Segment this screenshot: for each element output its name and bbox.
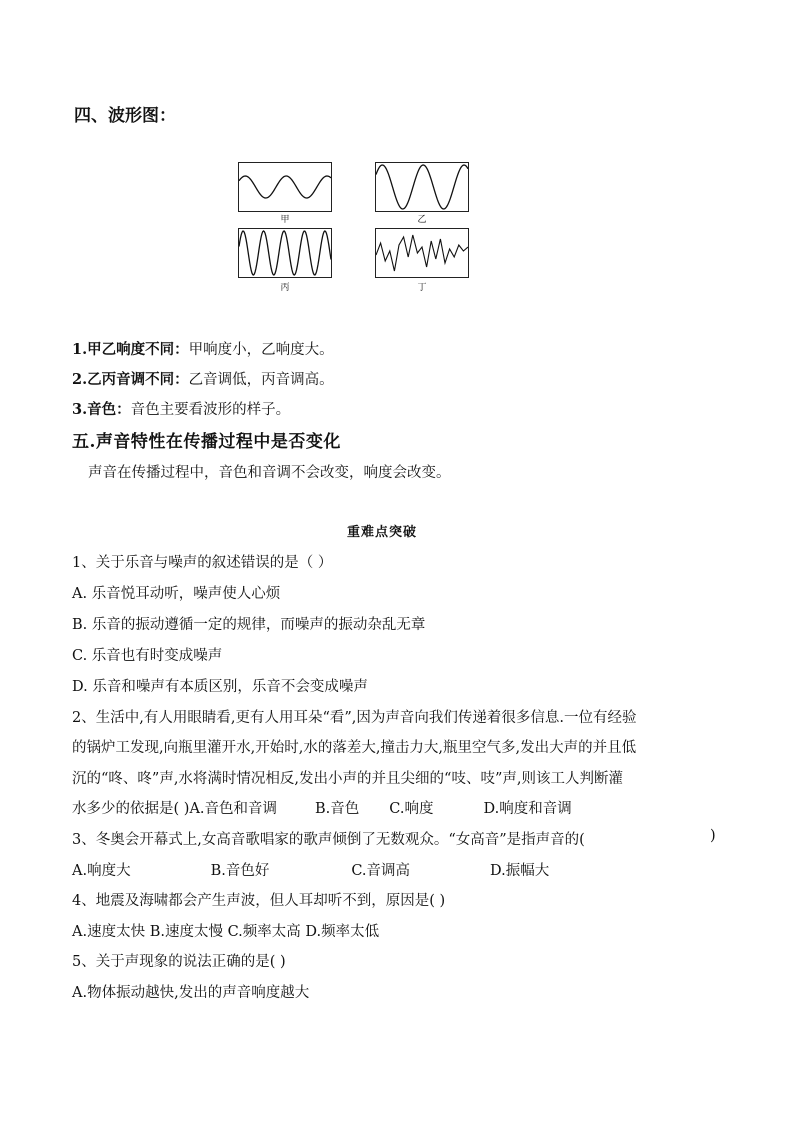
q2-stem-end: 水多少的依据是( ): [72, 801, 190, 817]
point-3-head: 3.音色：: [72, 401, 131, 418]
point-1-head: 1.甲乙响度不同：: [72, 341, 189, 358]
point-2: [72, 368, 334, 389]
point-3-body: 音色主要看波形的样子。: [130, 402, 291, 418]
q5-option-a: A.物体振动越快,发出的声音响度越大: [72, 985, 310, 1001]
waveform-ding: [375, 228, 469, 278]
q3-option-d: D.振幅大: [490, 863, 550, 879]
q2-line-2: 的锅炉工发现,向瓶里灌开水,开始时,水的落差大,撞击力大,瓶里空气多,发出大声的并且低: [72, 740, 637, 756]
q1-option-d: D. 乐音和噪声有本质区别，乐音不会变成噪声: [72, 679, 368, 695]
q2-option-c: C.响度: [389, 801, 434, 817]
point-1: [72, 338, 334, 359]
waveform-jia: [238, 162, 332, 212]
q5-stem: 5、关于声现象的说法正确的是( ): [72, 954, 286, 970]
q3-options: [72, 859, 549, 880]
waveform-figure: [236, 160, 476, 296]
q1-option-b: B. 乐音的振动遵循一定的规律，而噪声的振动杂乱无章: [72, 617, 426, 633]
waveform-bing-graphic: [239, 229, 331, 277]
q2-line-3: 沉的“咚、咚”声,水将满时情况相反,发出小声的并且尖细的“吱、吱”声,则该工人判断灌: [72, 771, 623, 787]
section5-title: 五.声音特性在传播过程中是否变化: [72, 432, 341, 452]
q2-option-d: D.响度和音调: [483, 801, 572, 817]
point-1-body: 甲响度小，乙响度大。: [188, 342, 334, 358]
waveform-jia-graphic: [239, 163, 331, 211]
q1-stem: 1、关于乐音与噪声的叙述错误的是（ ）: [72, 555, 333, 571]
waveform-label-yi: 乙: [417, 215, 427, 225]
q3-stem: 3、冬奥会开幕式上,女高音歌唱家的歌声倾倒了无数观众。“女高音”是指声音的(: [72, 832, 585, 848]
point-2-head: 2.乙丙音调不同：: [72, 371, 189, 388]
point-3: [72, 398, 290, 419]
waveform-bing: [238, 228, 332, 278]
q3-option-c: C.音调高: [351, 863, 411, 879]
q3-option-a: A.响度大: [72, 863, 131, 879]
q2-line-4: [72, 797, 572, 818]
q4-stem: 4、地震及海啸都会产生声波，但人耳却听不到，原因是( ): [72, 893, 446, 909]
waveform-label-jia: 甲: [280, 215, 290, 225]
waveform-yi: [375, 162, 469, 212]
waveform-label-bing: 丙: [280, 283, 290, 293]
waveform-label-ding: 丁: [417, 283, 427, 293]
section5-text: 声音在传播过程中，音色和音调不会改变，响度会改变。: [88, 465, 451, 481]
point-2-body: 乙音调低，丙音调高。: [188, 372, 334, 388]
q2-line-1: 2、生活中,有人用眼睛看,更有人用耳朵“看”,因为声音向我们传递着很多信息.一位有经验: [72, 710, 637, 726]
section4-title: 四、波形图：: [74, 106, 176, 126]
q2-option-b: B.音色: [315, 801, 360, 817]
q4-options: A.速度太快 B.速度太慢 C.频率太高 D.频率太低: [72, 924, 380, 940]
waveform-yi-graphic: [376, 163, 468, 211]
waveform-ding-graphic: [376, 229, 468, 277]
q2-option-a: A.音色和音调: [189, 801, 278, 817]
q1-option-a: A. 乐音悦耳动听，噪声使人心烦: [72, 586, 281, 602]
breakthrough-title: 重难点突破: [346, 525, 417, 540]
q3-paren: ): [710, 828, 716, 844]
q3-option-b: B.音色好: [210, 863, 270, 879]
q1-option-c: C. 乐音也有时变成噪声: [72, 648, 223, 664]
